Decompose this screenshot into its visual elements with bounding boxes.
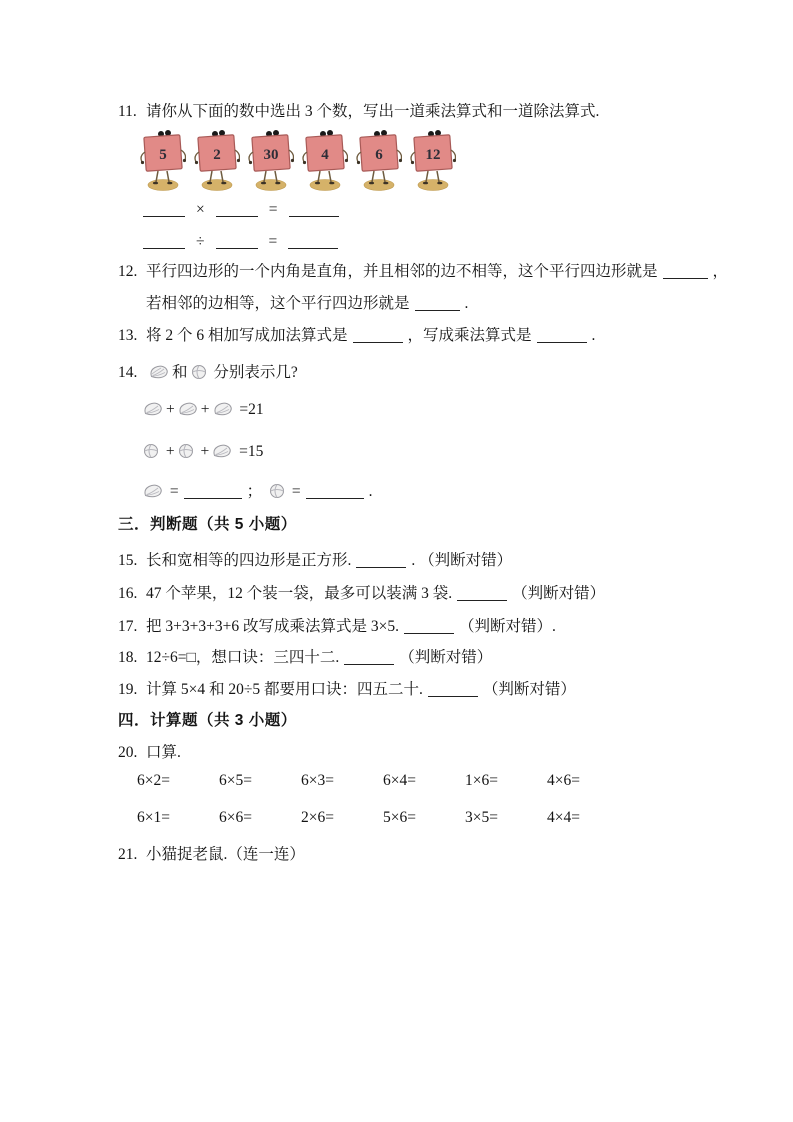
oral-calc-row-2 (137, 809, 629, 827)
question-19 (118, 679, 576, 700)
card-number: 5 (159, 147, 167, 163)
calc-item: 3×5= (465, 809, 498, 826)
judge-label: （判断对错） (399, 649, 493, 666)
card-number: 30 (263, 147, 279, 163)
question-text: 小猫捉老鼠.（连一连） (146, 846, 305, 863)
judge-label: （判断对错）. (458, 618, 556, 635)
question-text: 分别表示几? (213, 364, 298, 381)
judge-label: （判断对错） (482, 681, 576, 698)
answer-blank (457, 585, 507, 601)
period: . (368, 483, 373, 500)
number-card-character-icon (194, 126, 240, 194)
answer-blank (306, 483, 364, 499)
q14-equation-1 (140, 399, 264, 420)
q11-division-blanks (138, 231, 343, 252)
question-number: 12. (118, 263, 138, 280)
ball-icon (143, 443, 159, 459)
divide-operator: ÷ (196, 233, 205, 250)
question-17 (118, 616, 556, 637)
judge-label: （判断对错） (512, 585, 606, 602)
question-number: 15. (118, 552, 138, 569)
question-15 (118, 550, 512, 571)
judge-label: （判断对错） (419, 552, 513, 569)
equation-result: =21 (239, 401, 264, 418)
calc-item: 6×1= (137, 809, 170, 826)
q14-equation-2 (140, 441, 263, 462)
question-text: 将 2 个 6 相加写成加法算式是 (146, 327, 348, 344)
section-3-header: 三．判断题（共 5 小题） (118, 516, 297, 533)
section-4-header: 四．计算题（共 3 小题） (118, 712, 297, 729)
question-20 (118, 742, 181, 763)
question-number: 14. (118, 364, 138, 381)
answer-blank (143, 233, 185, 249)
period: . (464, 295, 469, 312)
question-16 (118, 583, 605, 604)
question-number: 20. (118, 744, 138, 761)
calc-item: 1×6= (465, 772, 498, 789)
ball-icon (191, 364, 207, 380)
conjunction: 和 (172, 364, 188, 381)
shell-icon (149, 364, 169, 380)
question-number: 21. (118, 846, 138, 863)
answer-blank (216, 201, 258, 217)
equals-sign: = (268, 201, 278, 218)
question-text: 口算. (146, 744, 181, 761)
number-cards-illustration (140, 126, 456, 194)
answer-blank (356, 552, 406, 568)
equals-sign: = (291, 483, 301, 500)
question-text: ，写成乘法算式是 (407, 327, 532, 344)
question-text: 把 3+3+3+3+6 改写成乘法算式是 3×5. (146, 618, 399, 635)
calc-item: 6×2= (137, 772, 170, 789)
question-12 (118, 261, 728, 282)
question-text: 平行四边形的一个内角是直角，并且相邻的边不相等，这个平行四边形就是 (146, 263, 658, 280)
card-number: 2 (213, 147, 221, 163)
question-11 (118, 101, 599, 122)
answer-blank (143, 201, 185, 217)
period: . (411, 552, 416, 569)
times-operator: × (196, 201, 205, 218)
question-number: 18. (118, 649, 138, 666)
shell-icon (212, 443, 232, 459)
question-text: 计算 5×4 和 20÷5 都要用口诀：四五二十. (146, 681, 423, 698)
calc-item: 2×6= (301, 809, 334, 826)
question-number: 11. (118, 103, 137, 120)
answer-blank (289, 201, 339, 217)
plus-sign: + (200, 401, 210, 418)
comma: ， (712, 263, 729, 280)
equals-sign: = (268, 233, 278, 250)
answer-blank (353, 327, 403, 343)
answer-blank (415, 295, 460, 311)
answer-blank (184, 483, 242, 499)
answer-blank (404, 618, 454, 634)
shell-icon (143, 401, 163, 417)
calc-item: 4×6= (547, 772, 580, 789)
question-21 (118, 844, 305, 865)
question-12-continued (146, 293, 468, 314)
calc-item: 6×4= (383, 772, 416, 789)
question-number: 17. (118, 618, 138, 635)
question-number: 19. (118, 681, 138, 698)
card-number: 6 (375, 147, 383, 163)
question-text: 47 个苹果，12 个装一袋，最多可以装满 3 袋. (146, 585, 453, 602)
calc-item: 6×3= (301, 772, 334, 789)
question-18 (118, 647, 492, 668)
question-text: 12÷6=□，想口诀：三四十二. (146, 649, 340, 666)
calc-item: 4×4= (547, 809, 580, 826)
question-13 (118, 325, 595, 346)
number-card-character-icon (410, 126, 456, 194)
ball-icon (178, 443, 194, 459)
question-text: 若相邻的边相等，这个平行四边形就是 (146, 295, 410, 312)
plus-sign: + (165, 443, 175, 460)
shell-icon (213, 401, 233, 417)
q11-multiplication-blanks (138, 199, 344, 220)
answer-blank (288, 233, 338, 249)
question-text: 长和宽相等的四边形是正方形. (146, 552, 352, 569)
plus-sign: + (200, 443, 210, 460)
plus-sign: + (166, 401, 175, 418)
question-number: 16. (118, 585, 138, 602)
number-card-character-icon (140, 126, 186, 194)
calc-item: 6×5= (219, 772, 252, 789)
card-number: 12 (425, 147, 441, 163)
answer-blank (216, 233, 258, 249)
answer-blank (537, 327, 587, 343)
number-card-character-icon (302, 126, 348, 194)
answer-blank (428, 681, 478, 697)
question-number: 13. (118, 327, 138, 344)
period: . (591, 327, 596, 344)
shell-icon (178, 401, 198, 417)
shell-icon (143, 483, 163, 499)
number-card-character-icon (248, 126, 294, 194)
ball-icon (269, 483, 285, 499)
equation-result: =15 (239, 443, 264, 460)
semicolon: ； (246, 483, 263, 500)
answer-blank (344, 649, 394, 665)
calc-item: 5×6= (383, 809, 416, 826)
answer-blank (663, 263, 708, 279)
question-text: 请你从下面的数中选出 3 个数，写出一道乘法算式和一道除法算式. (146, 103, 600, 120)
oral-calc-row-1 (137, 772, 629, 790)
number-card-character-icon (356, 126, 402, 194)
q14-answer-line (140, 481, 373, 502)
card-number: 4 (321, 147, 329, 163)
equals-sign: = (169, 483, 179, 500)
calc-item: 6×6= (219, 809, 252, 826)
question-14 (118, 362, 298, 383)
